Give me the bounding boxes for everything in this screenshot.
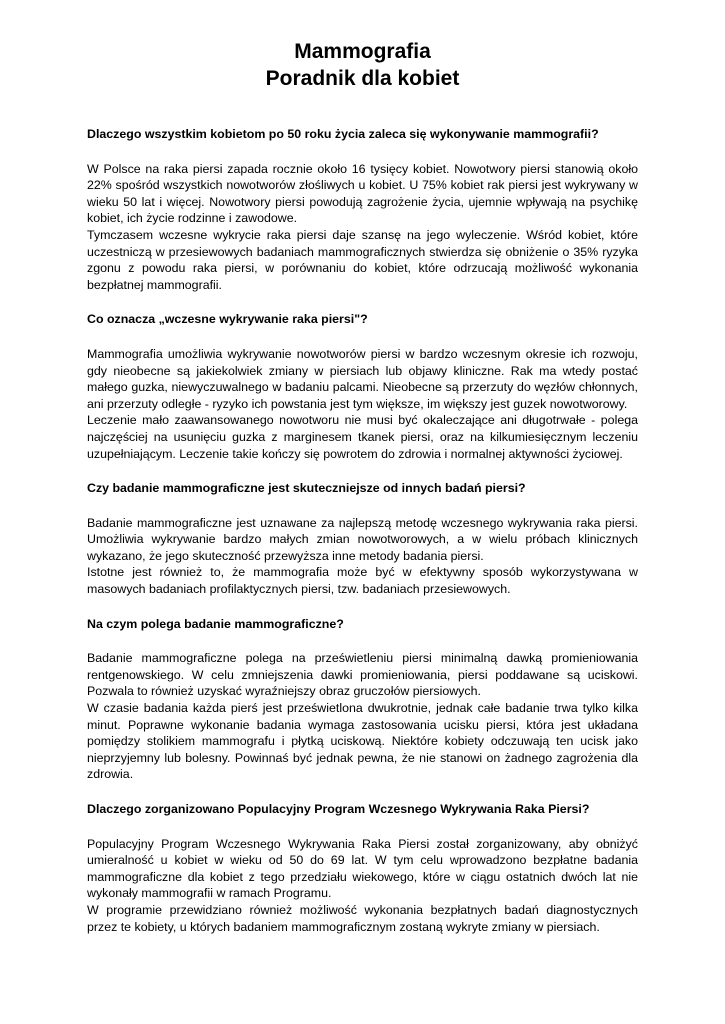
section-body	[87, 650, 638, 783]
document-title	[0, 38, 725, 92]
paragraph: Populacyjny Program Wczesnego Wykrywania Raka Piersi został zorganizowany, aby obniżyć umieralność u kobiet w wieku od 50 do 69 lat. W tym celu wprowadzono bezpłatne badania mammograficzne dla kobiet z tego przedziału wiekowego, które w ciągu ostatnich dwóch lat nie wykonały mammografii w ramach Programu.	[87, 836, 638, 901]
paragraph: Leczenie mało zaawansowanego nowotworu nie musi być okaleczające ani długotrwałe - polega najczęściej na usunięciu guzka z marginesem tkanek piersi, oraz na kilkumiesięcznym leczeniu uzupełniającym. Leczenie takie kończy się powrotem do zdrowia i normalnej aktywności życiowej.	[87, 413, 638, 461]
section-body	[87, 515, 638, 598]
title-line-2: Poradnik dla kobiet	[265, 67, 460, 90]
section-heading: Na czym polega badanie mammograficzne?	[87, 616, 344, 631]
section-heading: Czy badanie mammograficzne jest skuteczniejsze od innych badań piersi?	[87, 481, 526, 496]
paragraph: Badanie mammograficzne jest uznawane za najlepszą metodę wczesnego wykrywania raka piersi. Umożliwia wykrywanie bardzo małych zmian nowotworowych, a w wielu próbach klinicznych wykazano, że jego skuteczność przewyższa inne metody badania piersi.	[87, 515, 638, 563]
paragraph: W Polsce na raka piersi zapada rocznie około 16 tysięcy kobiet. Nowotwory piersi stanowią około 22% spośród wszystkich nowotworów złośliwych u kobiet. U 75% kobiet rak piersi jest wykrywany w wieku 50 lat i więcej. Nowotwory piersi powodują zagrożenie życia, ujemnie wpływają na psychikę kobiet, ich życie rodzinne i zawodowe.	[87, 161, 638, 226]
document-body	[87, 126, 638, 953]
title-line-1: Mammografia	[294, 40, 431, 63]
section-heading: Dlaczego zorganizowano Populacyjny Program Wczesnego Wykrywania Raka Piersi?	[87, 802, 590, 816]
paragraph: Istotne jest również to, że mammografia może być w efektywny sposób wykorzystywana w masowych badaniach profilaktycznych piersi, tzw. badaniach przesiewowych.	[87, 565, 638, 597]
paragraph: Mammografia umożliwia wykrywanie nowotworów piersi w bardzo wczesnym okresie ich rozwoju, gdy nieobecne są jakiekolwiek zmiany w piersiach lub objawy kliniczne. Rak ma wtedy postać małego guzka, niewyczuwalnego w badaniu palcami. Nieobecne są przerzuty do węzłów chłonnych, ani przerzuty odległe - ryzyko ich powstania jest tym większe, im większy jest guzek nowotworowy.	[87, 346, 638, 411]
paragraph: Tymczasem wczesne wykrycie raka piersi daje szansę na jego wyleczenie. Wśród kobiet, które uczestniczą w przesiewowych badaniach mammograficznych stwierdza się obniżenie o 35% ryzyka zgonu z powodu raka piersi, w porównaniu do kobiet, które odrzucają możliwość wykonania bezpłatnej mammografii.	[87, 227, 638, 292]
section-body	[87, 161, 638, 294]
section-body	[87, 836, 638, 936]
section-heading: Dlaczego wszystkim kobietom po 50 roku życia zaleca się wykonywanie mammografii?	[87, 127, 599, 141]
paragraph: W programie przewidziano również możliwość wykonania bezpłatnych badań diagnostycznych przez te kobiety, u których badaniem mammograficznym zostaną wykryte zmiany w piersiach.	[87, 902, 638, 934]
section-body	[87, 346, 638, 462]
paragraph: W czasie badania każda pierś jest prześwietlona dwukrotnie, jednak całe badanie trwa tylko kilka minut. Poprawne wykonanie badania wymaga zastosowania ucisku piersi, która jest układana pomiędzy stolikiem mammografu i płytką uciskową. Niektóre kobiety odczuwają ten ucisk jako nieprzyjemny lub bolesny. Powinnaś być jednak pewna, że nie stanowi on żadnego zagrożenia dla zdrowia.	[87, 701, 638, 782]
paragraph: Badanie mammograficzne polega na prześwietleniu piersi minimalną dawką promieniowania rentgenowskiego. W celu zmniejszenia dawki promieniowania, piersi poddawane są uciskowi. Pozwala to również uzyskać wyraźniejszy obraz gruczołów piersiowych.	[87, 651, 638, 699]
section-heading: Co oznacza „wczesne wykrywanie raka piersi"?	[87, 312, 368, 327]
